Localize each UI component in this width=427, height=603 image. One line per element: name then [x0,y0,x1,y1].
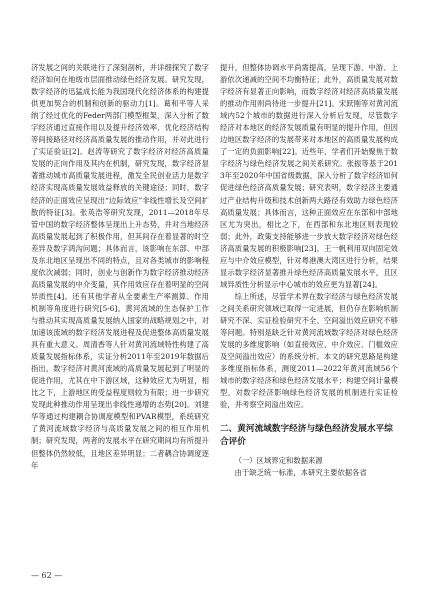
body-paragraph: 综上所述，尽管学术界在数字经济与绿色经济发展之间关系研究领域已取得一定进展，但仍存在影响机制研究不深、实证检验研究不全、空间溢出效应研究不够等问题。特别是缺乏针对黄河流域数字经济对绿色经济发展的多维度影响（如直接效应、中介效应、门槛效应及空间溢出效应）的系统分析。本文的研究思路是构建多维度指标体系，测度2011—2022年黄河流域56个城市的数字经济和绿色经济发展水平；构建空间计量模型，对数字经济影响绿色经济发展的机制进行实证检验，并考察空间溢出效应。 [220,291,398,410]
body-paragraph: 济发展之间的关联进行了深刻剖析，并详细探究了数字经济如何在地级市层面推动绿色经济发展。研究发现，数字经济的迅猛成长能为我国现代化经济体系的构建提供更加契合的机制和创新的驱动力[1]。葛和平等人采纳了经过优化的Feder两部门模型框架，深入分析了数字经济通过直接作用以及提升经济效率、优化经济结构等间接路径对经济高质量发展的推动作用，并对此进行了实证验证[2]。赵涛等研究了数字经济对经济高质量发展的正向作用及其内在机制，研究发现，数字经济显著推动城市高质量发展进程，激发全民创业活力是数字经济实现高质量发展效益释放的关键途径；同时，数字经济的正面效应呈现出“边际效应”非线性增长及空间扩散的特征[3]。张英浩等研究发现，2011—2018年尽管中国的数字经济整体呈现出上升态势，并对当地经济高质量发展起到了积极作用，但其间存在着显著的时空差异及数字鸿沟问题；具体而言，该影响在东部、中部及东北地区呈现出不同的特点，且对各类城市的影响程度依次减弱；同时，创业与创新作为数字经济推动经济高质量发展的中介变量，其作用效应存在着明显的空间异质性[4]。还有其他学者从全要素生产率测算、作用机制等角度进行研究[5-6]。黄河流域的生态保护工作与推动其实现高质量发展纳入国家的战略规划之中，对加速该流域的数字经济发展进程及促进整体高质量发展具有重大意义。周清香等人针对黄河流域特性构建了高质量发展指标体系，实证分析2011年至2019年数据后指出，数字经济对黄河流域的高质量发展起到了明显的促进作用，尤其在中下游区域，这种效应尤为明显，相比之下，上游地区的受益程度则较为有限；进一步研究发现此种推动作用呈现出非线性递增的态势[20]。刘建华等通过构建耦合协调度模型和PVAR模型，系统研究了黄河流域数字经济与高质量发展之间的相互作用机制；研究发现，两者的发展水平在研究期间均有所提升但整体仍然较低，且地区差异明显；二者耦合协调度逐年 [31,63,209,470]
body-paragraph: 提升，但整体协调水平尚需提高，呈现下游、中游、上游依次递减的空间不均衡特征；此外，高质量发展对数字经济有显著正向影响，而数字经济对经济高质量发展的推动作用则尚待进一步提升[21]。宋跃刚等对黄河流域内52个城市的数据进行深入分析后发现，尽管数字经济对本地区的经济发展质量有明显的提升作用，但因边地区数字经济的发展带来对本地区的高质量发展构成了一定的负面影响[22]。近些年，学者们开始聚焦于数字经济与绿色经济发展之间关系研究。张振等基于2013年至2020年中国省级数据，深入分析了数字经济如何促进绿色经济高质量发展；研究表明，数字经济主要通过产业结构升级和技术创新两大路径有效助力绿色经济高质量发展；具体而言，这种正面效应在东部和中部地区尤为突出，相比之下，在西部和东北地区则表现较弱；此外，政策支持能够进一步放大数字经济对绿色经济高质量发展的积极影响[23]。王一帆利用双向固定效应与中介效应模型，针对粤港澳大湾区进行分析，结果显示数字经济显著推升绿色经济高质量发展水平，且区域异质性分析显示中心城市的效应更为显著[24]。 [220,63,398,289]
left-column [31,62,209,472]
section-heading: 二、黄河流域数字经济与绿色经济发展水平综合评价 [220,424,393,448]
body-paragraph: 由于缺乏统一标准，本研究主要依据各省 [234,468,367,478]
page-number: — 62 — [31,571,63,580]
right-column [220,62,398,479]
subsection-heading: （一）区域界定和数据来源 [234,456,323,466]
